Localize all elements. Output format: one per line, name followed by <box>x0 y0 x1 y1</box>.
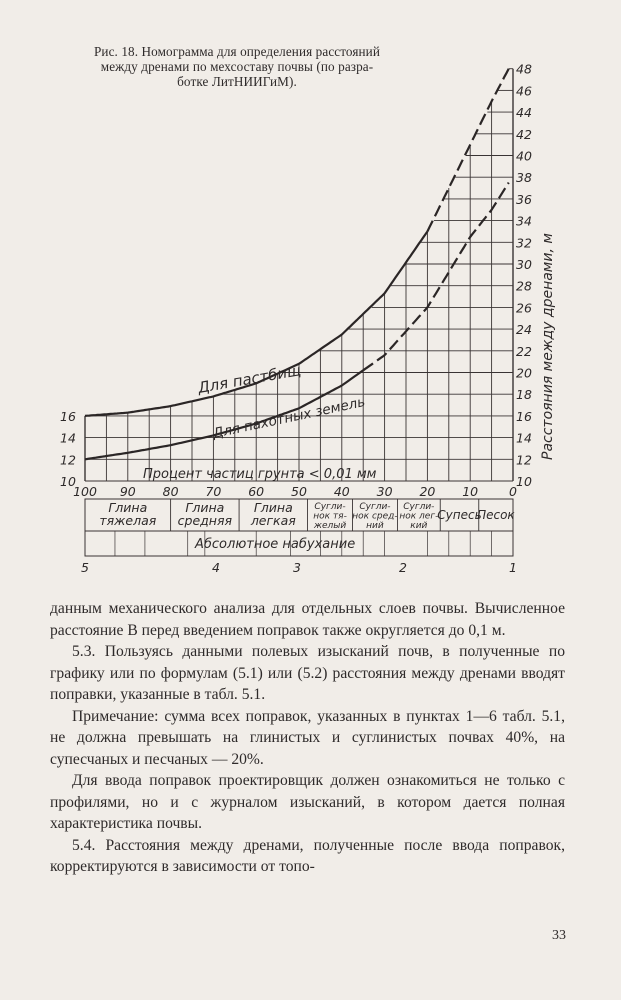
svg-text:24: 24 <box>516 322 532 338</box>
svg-text:16: 16 <box>516 408 532 424</box>
svg-text:40: 40 <box>333 484 350 499</box>
arable-curve-label: Для пахотных земель <box>211 394 367 442</box>
svg-text:Глина: Глина <box>253 500 293 515</box>
svg-text:Глина: Глина <box>108 500 148 515</box>
axis-labels <box>60 62 532 575</box>
svg-text:4: 4 <box>212 560 220 575</box>
x-axis-title: Процент частиц грунта < 0,01 мм <box>143 467 377 482</box>
svg-text:3: 3 <box>293 560 301 575</box>
paragraph: данным механического анализа для отдельных слоев почвы. Вычисленное расстояние B перед введением поправок также округляется до 0,1 м. <box>50 600 565 639</box>
svg-text:22: 22 <box>516 343 532 359</box>
svg-text:30: 30 <box>516 257 532 272</box>
svg-text:18: 18 <box>516 387 532 403</box>
svg-text:средняя: средняя <box>177 513 233 528</box>
svg-text:5: 5 <box>81 560 89 575</box>
svg-text:0: 0 <box>509 484 517 499</box>
svg-text:кий: кий <box>410 521 428 531</box>
svg-text:ний: ний <box>366 521 384 531</box>
svg-text:нок сред-: нок сред- <box>352 511 398 522</box>
svg-text:1: 1 <box>509 560 517 575</box>
svg-text:Глина: Глина <box>185 500 225 515</box>
svg-text:34: 34 <box>516 213 532 229</box>
svg-text:14: 14 <box>60 430 76 446</box>
caption-line: Рис. 18. Номограмма для определения расстояний <box>93 44 380 59</box>
svg-text:20: 20 <box>516 365 532 381</box>
svg-text:28: 28 <box>516 278 532 294</box>
svg-text:32: 32 <box>516 235 532 251</box>
page-number: 33 <box>552 928 566 943</box>
svg-text:48: 48 <box>516 61 532 77</box>
svg-text:легкая: легкая <box>250 513 296 528</box>
svg-text:70: 70 <box>205 484 222 499</box>
svg-text:тяжелая: тяжелая <box>99 513 157 528</box>
svg-text:нок тя-: нок тя- <box>313 511 347 522</box>
svg-text:44: 44 <box>516 105 532 121</box>
svg-text:100: 100 <box>73 484 97 499</box>
svg-text:50: 50 <box>291 484 307 499</box>
svg-text:14: 14 <box>516 430 532 446</box>
svg-text:12: 12 <box>60 452 76 468</box>
paragraph: 5.3. Пользуясь данными полевых изысканий почв, в полученные по графику или по формулам (5.1) или (5.2) расстояния между дренами вводят поправки, указанные в табл. 5.1. <box>50 643 565 703</box>
svg-text:нок лег-: нок лег- <box>399 511 439 522</box>
svg-text:Сугли-: Сугли- <box>359 502 391 512</box>
caption-line: между дренами по мехсоставу почвы (по разра- <box>100 59 374 74</box>
svg-text:46: 46 <box>516 83 532 99</box>
svg-text:42: 42 <box>516 126 532 142</box>
svg-text:Песок: Песок <box>477 508 515 522</box>
pasture-curve-label: Для пастбищ <box>196 361 303 397</box>
svg-text:желый: желый <box>313 521 347 531</box>
svg-text:26: 26 <box>516 300 532 316</box>
svg-text:Сугли-: Сугли- <box>403 502 435 512</box>
svg-text:16: 16 <box>60 408 76 424</box>
paragraph: 5.4. Расстояния между дренами, полученные после ввода поправок, корректируются в зависимости от топо- <box>50 836 565 875</box>
swelling-title: Абсолютное набухание <box>195 537 356 552</box>
paragraph: Для ввода поправок проектировщик должен ознакомиться не только с профилями, но и с журналом изысканий, в котором дается полная характеристика почвы. <box>50 772 565 832</box>
svg-text:30: 30 <box>376 484 393 499</box>
note-paragraph: Примечание: сумма всех поправок, указанных в пунктах 1—6 табл. 5.1, не должна превышать на глинистых и суглинистых почвах 40%, на супесчаных и песчаных — 20%. <box>50 707 565 768</box>
svg-text:90: 90 <box>119 484 136 499</box>
svg-text:12: 12 <box>516 452 532 468</box>
y-axis-title: Расстояния между дренами, м <box>540 233 556 460</box>
svg-text:10: 10 <box>60 474 76 489</box>
svg-text:Сугли-: Сугли- <box>314 502 346 512</box>
svg-text:60: 60 <box>248 484 265 499</box>
body-text <box>50 598 565 878</box>
svg-text:36: 36 <box>516 191 532 207</box>
caption-line: ботке ЛитНИИГиМ). <box>177 74 297 89</box>
svg-text:20: 20 <box>419 484 436 499</box>
svg-text:10: 10 <box>462 484 479 499</box>
svg-text:38: 38 <box>516 170 532 186</box>
svg-text:2: 2 <box>399 560 407 575</box>
svg-text:80: 80 <box>162 484 179 499</box>
svg-text:10: 10 <box>516 474 532 489</box>
svg-text:Супесь: Супесь <box>437 508 482 522</box>
svg-text:40: 40 <box>516 148 532 164</box>
